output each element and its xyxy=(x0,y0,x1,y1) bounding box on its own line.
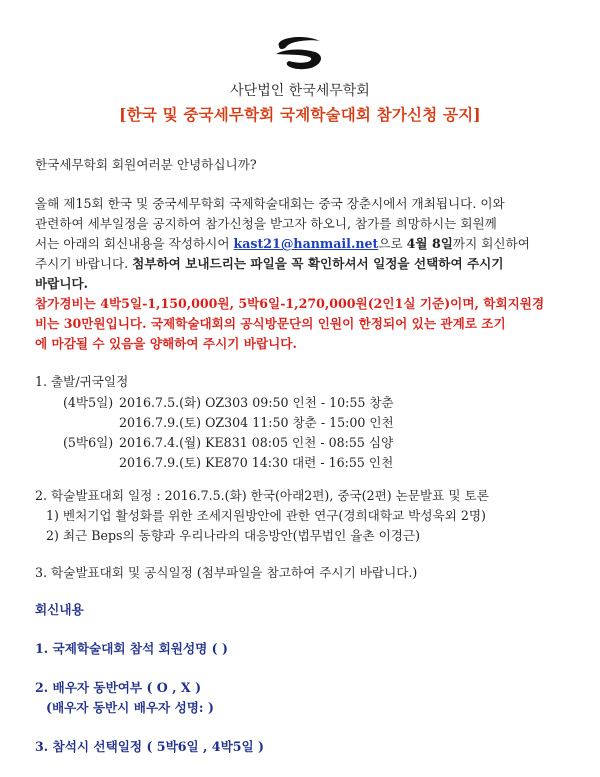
schedule-row: 2016.7.9.(토) KE870 14:30 대련 - 16:55 인천 xyxy=(119,455,394,470)
intro-text: 서는 아래의 회신내용을 작성하시어 xyxy=(35,236,234,251)
intro-line: 올해 제15회 한국 및 중국세무학회 국제학술대회는 중국 장춘시에서 개최됩니다. 이와 xyxy=(35,196,505,211)
schedule-row: 2016.7.4.(월) KE831 08:05 인천 - 08:55 심양 xyxy=(119,435,394,450)
reply-item-spouse-name: (배우자 동반시 배우자 성명: ) xyxy=(46,700,214,715)
schedule-tag: (5박6일) xyxy=(63,435,114,450)
schedule-tag: (4박5일) xyxy=(63,395,114,410)
reply-email-link[interactable]: kast21@hanmail.net xyxy=(233,236,379,251)
section-heading-presentation: 2. 학술발표대회 일정 : 2016.7.5.(화) 한국(아래2편), 중국(2편) 논문발표 및 토론 xyxy=(35,488,489,503)
organization-name: 사단법인 한국세무학회 xyxy=(230,83,370,99)
schedule-row: 2016.7.9.(토) OZ304 11:50 창춘 - 15:00 인천 xyxy=(119,415,394,430)
reply-item-schedule-choice: 3. 참석시 선택일정 ( 5박6일 , 4박5일 ) xyxy=(35,739,265,754)
fee-notice-line: 비는 30만원입니다. 국제학술대회의 공식방문단의 인원이 한정되어 있는 관계로 조기 xyxy=(35,316,506,331)
section-heading-schedule: 1. 출발/귀국일정 xyxy=(35,374,129,389)
deadline-date: 4월 8일 xyxy=(406,236,453,251)
intro-line xyxy=(35,234,530,254)
reply-item-member-name: 1. 국제학술대회 참석 회원성명 ( ) xyxy=(35,641,228,656)
section-heading-official-schedule: 3. 학술발표대회 및 공식일정 (첨부파일을 참고하여 주시기 바랍니다.) xyxy=(35,565,418,580)
fee-notice-line: 에 마감될 수 있음을 양해하여 주시기 바랍니다. xyxy=(35,336,297,351)
society-logo-icon xyxy=(273,33,327,71)
reply-item-spouse: 2. 배우자 동반여부 ( O , X ) xyxy=(35,680,202,695)
intro-line: 바랍니다. xyxy=(35,276,89,291)
notice-title: [한국 및 중국세무학회 국제학술대회 참가신청 공지] xyxy=(119,105,481,124)
fee-notice-line: 참가경비는 4박5일-1,150,000원, 5박6일-1,270,000원(2인1실 기준)이며, 학회지원경 xyxy=(35,296,545,311)
intro-text: 까지 회신하여 xyxy=(452,236,530,251)
intro-text: 으로 xyxy=(378,236,407,251)
attachment-notice: 첨부하여 보내드리는 파일을 꼭 확인하셔서 일정을 선택하여 주시기 xyxy=(132,256,504,271)
intro-line xyxy=(35,254,504,274)
schedule-row: 2016.7.5.(화) OZ303 09:50 인천 - 10:55 창춘 xyxy=(119,395,394,410)
paper-item: 2) 최근 Beps의 동향과 우리나라의 대응방안(법무법인 율촌 이경근) xyxy=(46,528,420,543)
reply-heading: 회신내용 xyxy=(35,602,84,617)
greeting: 한국세무학회 회원여러분 안녕하십니까? xyxy=(35,157,257,172)
intro-text: 주시기 바랍니다. xyxy=(35,256,133,271)
intro-line: 관련하여 세부일정을 공지하여 참가신청을 받고자 하오니, 참가를 희망하시는 회원께 xyxy=(35,216,497,231)
paper-item: 1) 벤처기업 활성화를 위한 조세지원방안에 관한 연구(경희대학교 박성욱외 2명) xyxy=(46,508,486,523)
